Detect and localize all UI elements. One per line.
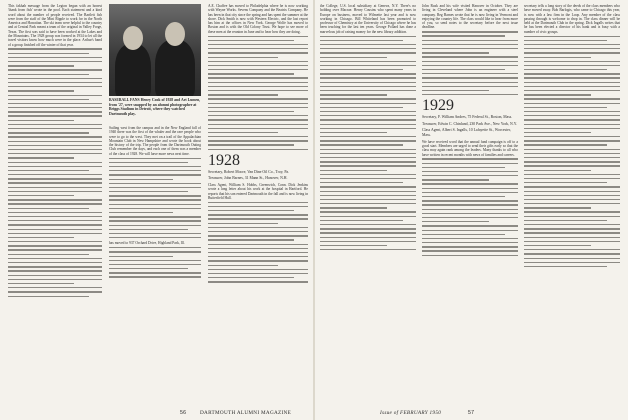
left-col3-text: A.E. Chaffee has moved to Philadelphia where he is now working with Wayne Works. Sevens Company and the Beatrix Company. He has been in that city since the spring and has spent the summer at the shore. Dick Smith is now with Western Electric, and the last report has him at the offices in New York. George Wolfe has moved to Boston and is with the Old Colony Trust. We hope to see more of these men at the reunion in June and to hear how they are doing. bbox=[208, 4, 308, 34]
right-col3-text: secretary tells a long story of the deeds of the class members who have moved away. Bob Barlogis, who came to Chicago this year, is now with a law firm in the Loop. Any member of the class passing through is welcome to drop in. The class dinner will be held at the Dartmouth Club in the spring. Dick Ingalls writes that he has been elected a director of his bank and is busy with a number of civic groups. bbox=[524, 4, 620, 34]
right-page-number: 57 bbox=[468, 410, 475, 416]
left-col1-text: This fakhah message from the Legion began with an honest 'thank from fish' wrote in the pool. Each statement and a kind word about the number of people received. The Bartlett fish were from the staff of the Mini Ripple to work for in the North America and Hawaiian. The ski team were helpful to the country and at Central Park meant a team of the original in Valley Forge, Texas. The first was said to have been worked at the Lakes and the Mountains. The 1928 group was formed in 1934 to let all the travel visitors know how much were in the place. Arthur's band of a group finished off the winter of that year. bbox=[8, 4, 102, 47]
right-column-1 bbox=[320, 4, 416, 408]
left-column-2 bbox=[109, 126, 201, 408]
right-col2b-text: We have received word that the annual fund campaign is off to a good start. Members are urged to send their gifts early so that the class may again rank among the leaders. Many thanks to all who have written in recent months with news of families and careers. bbox=[422, 139, 518, 157]
right-col1-text: the College, U.S. local subsidiary at Geneva, N.Y. There's no holding over Macrae. Henry Cousins who spent many years in Europe on business, moved to Wilmette last year and is now working in Chicago. Bill Whiteland has been promoted to professor of Chemistry at the University of Chicago where he has been teaching for the last ten years. George Pollard has done a marvelous job of raising money for the new library addition. bbox=[320, 4, 416, 34]
left-page-number: 56 bbox=[180, 410, 187, 416]
class-secretary-1929: Secretary, F. William Andres, 75 Federal St., Boston, Mass. bbox=[422, 115, 513, 120]
left-col3b-text: Class Agent, William S. Hobbs, Greenwich, Conn. Dick Jenkins wrote a long letter about his work at the hospital in Hartford. He reports that his son entered Dartmouth in the fall and is now living in Butterfield Hall. bbox=[208, 183, 308, 200]
left-running-title: DARTMOUTH ALUMNI MAGAZINE bbox=[200, 410, 292, 416]
photo-caption: BASEBALL FANS Henry Cook of 1928 and Art Lumen, from '27, were snapped by an alumni photographer at Briggs Stadium in Detroit, where they watched Dartmouth play. bbox=[109, 98, 201, 116]
left-column-1 bbox=[8, 4, 102, 408]
right-column-2 bbox=[422, 4, 518, 408]
left-column-3 bbox=[208, 4, 308, 408]
right-column-3 bbox=[524, 4, 620, 408]
left-col2-text: Sailing west from the campus and in the New England fall of 1940 there was the first of the whaler and the rare people who were to go to the west. They met on a trail of the Appalachian Mountain Club in New Hampshire and wrote the book about the history of the trip. The people from the Dartmouth Outing Club remember the days, and each one of them was a member of the class of 1928. We will have more news next time. bbox=[109, 126, 201, 156]
class-agent-1929: Class Agent, Albert S. Ingalls, 10 Lafayette St., Worcester, Mass. bbox=[422, 128, 511, 138]
class-year-heading: 1928 bbox=[208, 151, 240, 169]
baseball-fans-photo bbox=[109, 4, 201, 96]
class-treasurer: Treasurer, John Barnes, 31 Mann St., Hanover, N.H. bbox=[208, 176, 288, 181]
class-secretary: Secretary, Robert Moore, Van Dine Oil Co., Troy, Pa. bbox=[208, 169, 290, 174]
left-col2b-text: has moved to 937 Orchard Drive, Highland Park, Ill. bbox=[109, 241, 185, 246]
left-page bbox=[8, 4, 308, 408]
right-col2-text: John Rusk and his wife visited Hanover in October. They are living in Cleveland where John is an engineer with a steel company. Reg Barnes wrote that he is now living in Vermont and enjoying the country life. The class would like to hear from more of you, so send notes to the secretary before the next issue deadline. bbox=[422, 4, 518, 30]
page-gutter bbox=[313, 0, 315, 420]
class-year-heading-1929: 1929 bbox=[422, 97, 454, 115]
right-issue-date: Issue of FEBRUARY 1950 bbox=[380, 410, 442, 416]
right-page bbox=[320, 4, 620, 408]
class-treasurer-1929: Treasurer, Edwin C. Chinlund, 230 Park Ave., New York, N.Y. bbox=[422, 121, 517, 126]
